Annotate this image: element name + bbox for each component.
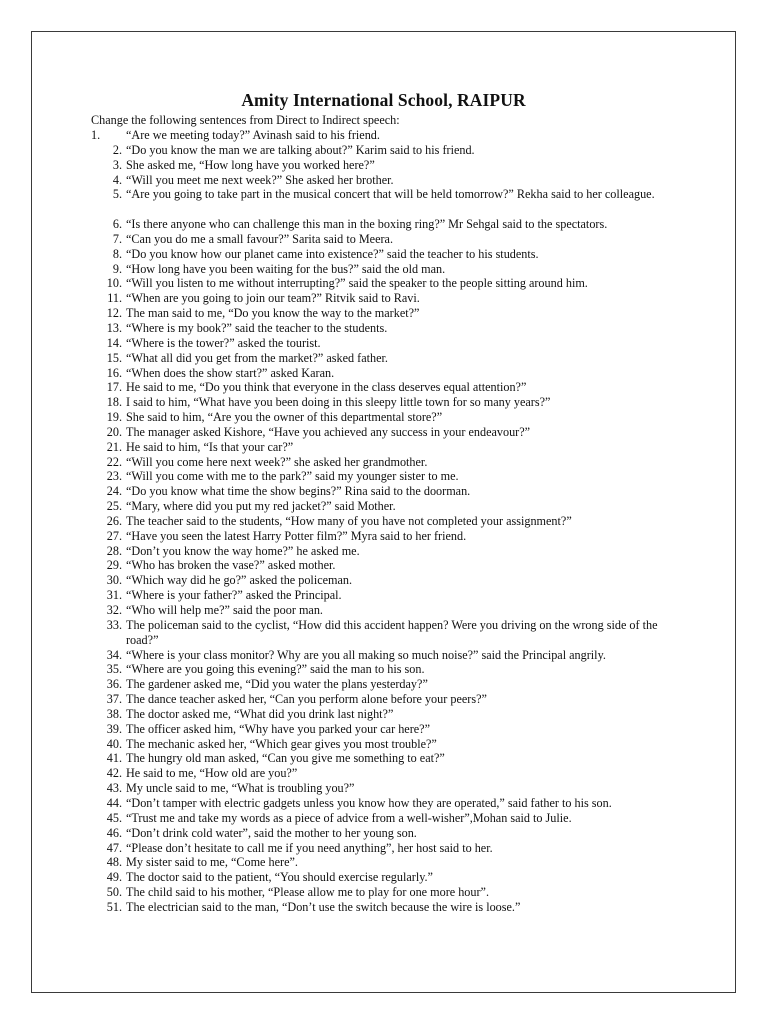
question-item <box>0 351 768 366</box>
question-number: 49. <box>106 870 122 885</box>
question-text: The electrician said to the man, “Don’t use the switch because the wire is loose.” <box>126 899 521 914</box>
question-item <box>0 336 768 351</box>
question-number: 46. <box>106 825 122 840</box>
question-number: 23. <box>106 469 122 484</box>
question-number: 7. <box>112 231 122 246</box>
question-number: 32. <box>106 603 122 617</box>
question-number: 37. <box>106 692 122 707</box>
question-text: The man said to me, “Do you know the way to the market?” <box>126 306 420 321</box>
question-number: 50. <box>106 885 122 900</box>
question-item <box>0 558 768 573</box>
question-item <box>0 900 768 915</box>
question-text: “Where is my book?” said the teacher to the students. <box>126 320 388 335</box>
question-number: 1. <box>91 128 101 142</box>
question-text: The officer asked him, “Why have you parked your car here?” <box>126 721 430 736</box>
question-item <box>0 781 768 796</box>
question-text: The dance teacher asked her, “Can you perform alone before your peers?” <box>126 692 487 707</box>
question-text: She asked me, “How long have you worked here?” <box>126 157 375 172</box>
question-number: 28. <box>106 543 122 558</box>
question-text: “Are we meeting today?” Avinash said to his friend. <box>126 128 380 142</box>
question-item <box>0 841 768 856</box>
question-text: “Do you know what time the show begins?” Rina said to the doorman. <box>126 484 471 499</box>
question-text: “What all did you get from the market?” asked father. <box>126 350 388 365</box>
question-item <box>0 855 768 870</box>
question-number: 17. <box>106 380 122 395</box>
question-text: The mechanic asked her, “Which gear gives you most trouble?” <box>126 736 437 751</box>
question-item <box>0 885 768 900</box>
question-text: “Is there anyone who can challenge this man in the boxing ring?” Mr Sehgal said to the spectators. <box>126 217 608 232</box>
question-text: “Do you know the man we are talking about?” Karim said to his friend. <box>126 142 475 157</box>
question-number: 12. <box>106 306 122 321</box>
question-number: 11. <box>107 291 122 306</box>
question-text: My uncle said to me, “What is troubling you?” <box>126 781 355 796</box>
question-text: “When are you going to join our team?” Ritvik said to Ravi. <box>126 291 420 306</box>
question-text: “Have you seen the latest Harry Potter film?” Myra said to her friend. <box>126 528 467 543</box>
question-text: “Where is the tower?” asked the tourist. <box>126 335 321 350</box>
question-number: 36. <box>106 677 122 692</box>
question-number: 6. <box>112 217 122 232</box>
question-number: 48. <box>106 855 122 870</box>
question-item <box>0 811 768 826</box>
question-number: 22. <box>106 454 122 469</box>
question-text: “Where are you going this evening?” said the man to his son. <box>126 662 425 677</box>
question-item <box>0 395 768 410</box>
question-number: 51. <box>106 899 122 914</box>
question-item <box>0 707 768 722</box>
question-number: 10. <box>106 276 122 291</box>
question-number: 4. <box>112 172 122 187</box>
question-item <box>0 692 768 707</box>
question-text: My sister said to me, “Come here”. <box>126 855 298 870</box>
question-number: 38. <box>106 706 122 721</box>
question-text: She said to him, “Are you the owner of this departmental store?” <box>126 410 443 425</box>
question-text: “Who will help me?” said the poor man. <box>126 603 323 617</box>
question-list <box>0 128 768 915</box>
question-text: “How long have you been waiting for the bus?” said the old man. <box>126 261 446 276</box>
question-item <box>0 603 768 618</box>
question-number: 33. <box>106 617 122 632</box>
question-item <box>0 276 768 291</box>
question-text: He said to me, “How old are you?” <box>126 766 298 781</box>
question-item <box>0 291 768 306</box>
question-item <box>0 499 768 514</box>
question-text: “Mary, where did you put my red jacket?” said Mother. <box>126 499 396 514</box>
question-number: 9. <box>112 261 122 276</box>
question-text: “Are you going to take part in the musical concert that will be held tomorrow?” Rekha said to her colleague. <box>126 187 655 202</box>
question-number: 5. <box>112 187 122 202</box>
question-text: “Will you come here next week?” she asked her grandmother. <box>126 454 428 469</box>
question-item <box>0 751 768 766</box>
question-text: The teacher said to the students, “How many of you have not completed your assignment?” <box>126 513 572 528</box>
question-item <box>0 484 768 499</box>
question-text: “Please don’t hesitate to call me if you need anything”, her host said to her. <box>126 840 493 855</box>
question-item <box>0 722 768 737</box>
question-item <box>0 173 768 188</box>
question-number: 45. <box>106 810 122 825</box>
question-text: “Trust me and take my words as a piece of advice from a well-wisher”,Mohan said to Julie. <box>126 810 572 825</box>
question-number: 20. <box>106 424 122 439</box>
question-item <box>0 514 768 529</box>
question-item <box>0 425 768 440</box>
question-text: The doctor asked me, “What did you drink last night?” <box>126 706 394 721</box>
question-item <box>0 529 768 544</box>
question-number: 40. <box>106 736 122 751</box>
question-text: The hungry old man asked, “Can you give me something to eat?” <box>126 751 445 766</box>
question-text: “Can you do me a small favour?” Sarita said to Meera. <box>126 231 394 246</box>
question-item <box>0 158 768 173</box>
question-number: 43. <box>106 781 122 796</box>
question-item <box>0 469 768 484</box>
question-number: 42. <box>106 766 122 781</box>
question-text: The manager asked Kishore, “Have you achieved any success in your endeavour?” <box>126 424 531 439</box>
question-number: 39. <box>106 721 122 736</box>
question-text: The child said to his mother, “Please allow me to play for one more hour”. <box>126 885 490 900</box>
question-item <box>0 618 768 648</box>
question-number: 35. <box>106 662 122 677</box>
question-item <box>0 648 768 663</box>
question-item <box>0 870 768 885</box>
question-text: I said to him, “What have you been doing in this sleepy little town for so many years?” <box>126 395 551 410</box>
question-number: 31. <box>106 588 122 603</box>
question-number: 2. <box>112 142 122 157</box>
question-number: 26. <box>106 513 122 528</box>
question-item <box>0 217 768 232</box>
question-text: “Where is your father?” asked the Principal. <box>126 588 342 603</box>
question-text: The policeman said to the cyclist, “How did this accident happen? Were you driving on the wrong side of the road?” <box>126 617 658 647</box>
question-number: 41. <box>106 751 122 766</box>
question-item <box>0 796 768 811</box>
question-item <box>0 455 768 470</box>
question-text: The gardener asked me, “Did you water the plans yesterday?” <box>126 677 428 692</box>
question-text: The doctor said to the patient, “You should exercise regularly.” <box>126 870 433 885</box>
question-text: He said to me, “Do you think that everyone in the class deserves equal attention?” <box>126 380 527 395</box>
question-number: 15. <box>106 350 122 365</box>
document-title: Amity International School, RAIPUR <box>241 90 526 110</box>
question-text: “Who has broken the vase?” asked mother. <box>126 558 336 573</box>
question-text: “Will you meet me next week?” She asked her brother. <box>126 172 394 187</box>
question-item <box>0 380 768 395</box>
question-text: “When does the show start?” asked Karan. <box>126 365 335 380</box>
question-number: 3. <box>112 157 122 172</box>
question-number: 18. <box>106 395 122 410</box>
question-number: 34. <box>106 647 122 662</box>
question-text: “Don’t tamper with electric gadgets unless you know how they are operated,” said father to his son. <box>126 795 612 810</box>
question-item <box>0 766 768 781</box>
question-text: “Don’t you know the way home?” he asked me. <box>126 543 360 558</box>
question-item <box>0 143 768 158</box>
question-item <box>0 544 768 559</box>
question-item <box>0 662 768 677</box>
question-number: 30. <box>106 573 122 588</box>
question-text: “Don’t drink cold water”, said the mother to her young son. <box>126 825 417 840</box>
question-item <box>0 366 768 381</box>
question-item <box>0 826 768 841</box>
question-item <box>0 247 768 262</box>
question-item <box>0 262 768 277</box>
question-text: “Do you know how our planet came into existence?” said the teacher to his students. <box>126 246 539 261</box>
question-text: “Will you come with me to the park?” said my younger sister to me. <box>126 469 459 484</box>
question-number: 8. <box>112 246 122 261</box>
question-text: He said to him, “Is that your car?” <box>126 439 294 454</box>
question-text: “Where is your class monitor? Why are you all making so much noise?” said the Principal angrily. <box>126 647 606 662</box>
instruction-text: Change the following sentences from Direct to Indirect speech: <box>91 113 400 127</box>
question-text: “Which way did he go?” asked the policeman. <box>126 573 353 588</box>
question-item <box>0 128 768 143</box>
question-number: 14. <box>106 335 122 350</box>
question-item <box>0 573 768 588</box>
question-number: 27. <box>106 528 122 543</box>
question-item <box>0 306 768 321</box>
question-item <box>0 187 768 217</box>
question-item <box>0 737 768 752</box>
question-number: 21. <box>106 439 122 454</box>
question-number: 24. <box>106 484 122 499</box>
question-text: “Will you listen to me without interrupting?” said the speaker to the people sitting around him. <box>126 276 588 291</box>
question-number: 16. <box>106 365 122 380</box>
question-number: 13. <box>106 320 122 335</box>
question-number: 19. <box>106 410 122 425</box>
question-number: 29. <box>106 558 122 573</box>
question-item <box>0 232 768 247</box>
question-item <box>0 588 768 603</box>
question-item <box>0 321 768 336</box>
question-item <box>0 440 768 455</box>
question-number: 44. <box>106 795 122 810</box>
question-item <box>0 677 768 692</box>
question-number: 47. <box>106 840 122 855</box>
question-item <box>0 410 768 425</box>
question-number: 25. <box>106 499 122 514</box>
